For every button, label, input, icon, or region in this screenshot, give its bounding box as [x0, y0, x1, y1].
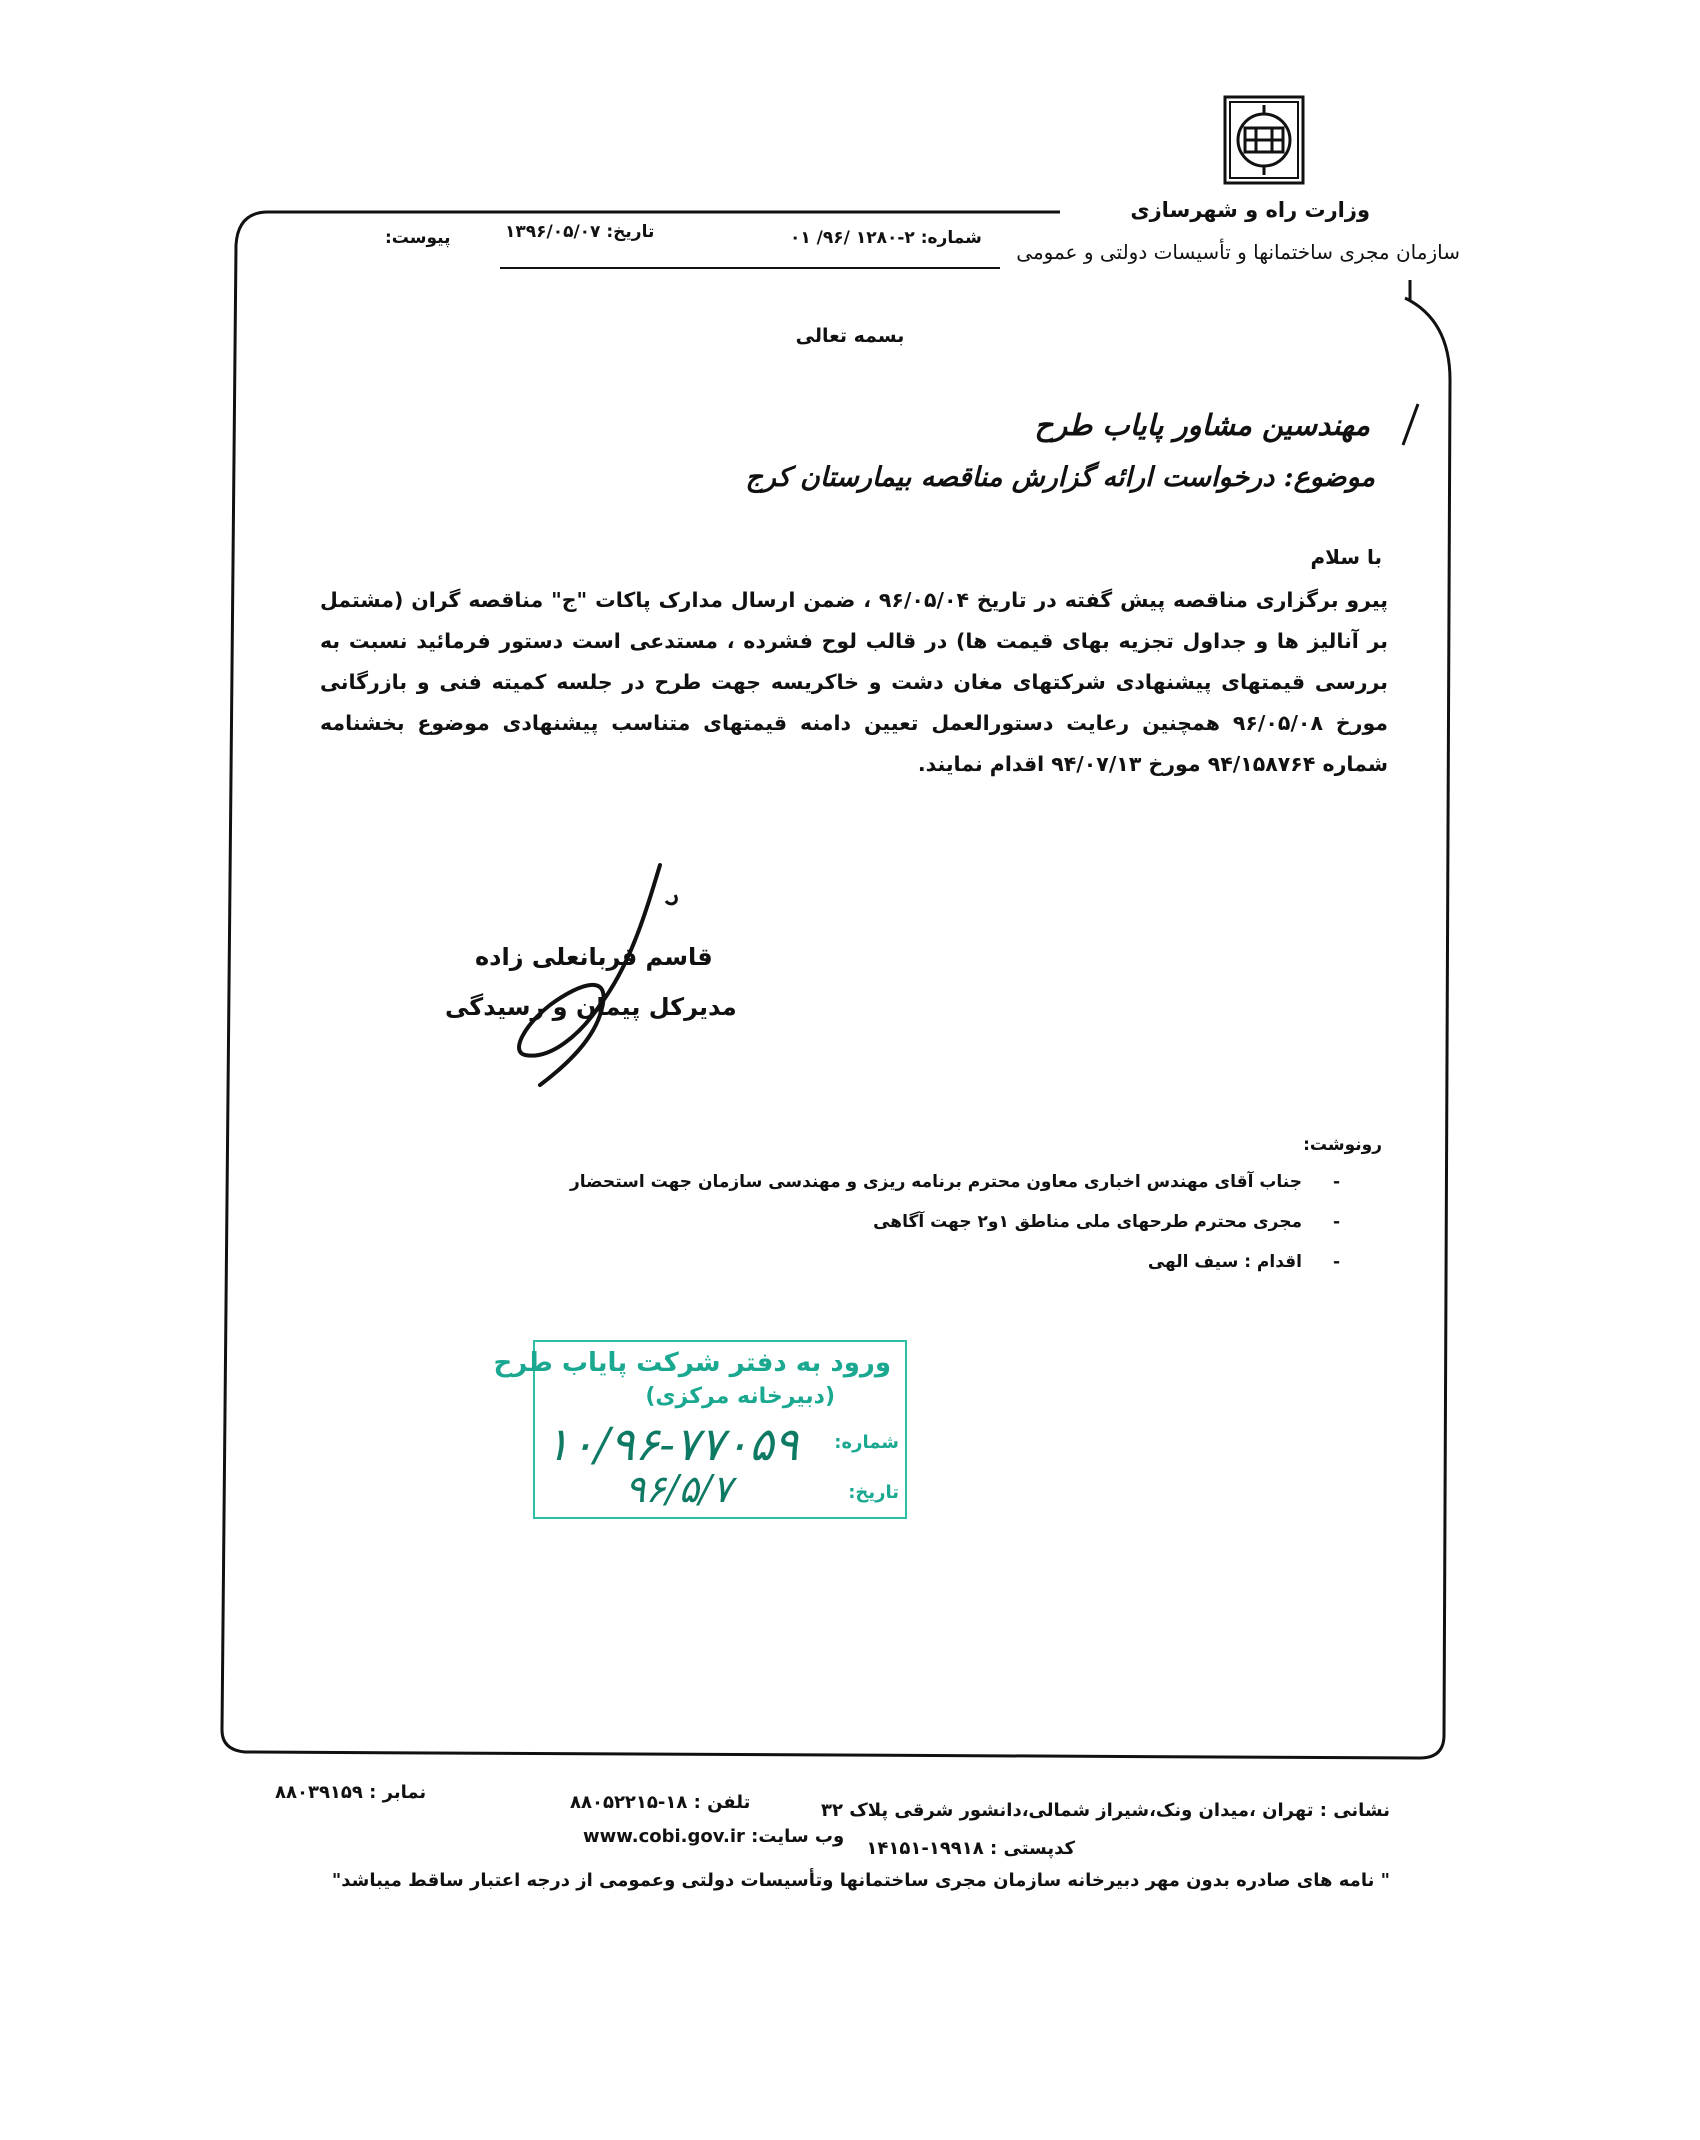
footer-address: نشانی : تهران ،میدان ونک،شیراز شمالی،دانشور شرقی پلاک ۳۲: [821, 1800, 1390, 1821]
letter-attachment: پیوست:: [385, 228, 451, 248]
invocation: بسمه تعالی: [795, 325, 905, 347]
ministry-name: وزارت راه و شهرسازی: [1130, 198, 1370, 222]
letter-date: تاریخ: ۱۳۹۶/۰۵/۰۷: [505, 222, 655, 242]
cc-item: - مجری محترم طرحهای ملی مناطق ۱و۲ جهت آگاهی: [873, 1212, 1340, 1232]
stamp-company: ورود به دفتر شرکت پایاب طرح: [493, 1348, 891, 1378]
stamp-date-value: ۹۶/۵/۷: [625, 1467, 733, 1511]
letter-body: پیرو برگزاری مناقصه پیش گفته در تاریخ ۹۶/۰۵/۰۴ ، ضمن ارسال مدارک پاکات "ج" مناقصه گران (مشتمل بر آنالیز ها و جداول تجزیه بهای قیمت ها) در قالب لوح فشرده ، مستدعی است دستور فرمائید نسبت به بررسی قیمتهای پیشنهادی شرکتهای مغان دشت و خاکریسه جهت طرح در جلسه کمیته فنی و بازرگانی مورخ ۹۶/۰۵/۰۸ همچنین رعایت دستورالعمل تعیین دامنه قیمتهای متناسب پیشنهادی موضوع بخشنامه شماره ۹۴/۱۵۸۷۶۴ مورخ ۹۴/۰۷/۱۳ اقدام نمایند.: [320, 588, 1388, 776]
cc-title: رونوشت:: [1303, 1135, 1382, 1155]
stamp-number-value: ۱۰/۹۶-۷۷۰۵۹: [545, 1417, 799, 1471]
signer-title: مدیرکل پیمان و رسیدگی: [445, 993, 737, 1021]
signature-scribble: [430, 855, 690, 1095]
footer-notice: " نامه های صادره بدون مهر دبیرخانه سازمان مجری ساختمانها وتأسیسات دولتی وعمومی از درجه اعتبار ساقط میباشد": [331, 1870, 1390, 1891]
footer-phone: تلفن : ۱۸-۸۸۰۵۲۲۱۵: [570, 1792, 751, 1813]
greeting: با سلام: [1310, 545, 1382, 569]
receipt-stamp: [493, 1340, 907, 1519]
cc-item: - اقدام : سیف الهی: [1147, 1252, 1340, 1272]
organization-name: سازمان مجری ساختمانها و تأسیسات دولتی و عمومی: [1016, 240, 1460, 264]
subject-line: موضوع: درخواست ارائه گزارش مناقصه بیمارستان کرج: [745, 462, 1375, 493]
footer-postal-code: کدپستی : ۱۹۹۱۸-۱۴۱۵۱: [866, 1838, 1075, 1859]
addressee: مهندسین مشاور پایاب طرح: [1034, 408, 1370, 442]
signer-name: قاسم قربانعلی زاده: [475, 943, 713, 971]
cc-list: [440, 1162, 1340, 1282]
stamp-department: (دبیرخانه مرکزی): [645, 1384, 835, 1409]
cc-item: - جناب آقای مهندس اخباری معاون محترم برنامه ریزی و مهندسی سازمان جهت استحضار: [570, 1172, 1340, 1192]
stamp-number-label: شماره:: [834, 1432, 899, 1453]
letter-number: شماره: ۲-۱۲۸۰ /۹۶/ ۰۱: [790, 228, 982, 248]
stamp-date-label: تاریخ:: [848, 1482, 899, 1503]
ministry-logo: [1223, 95, 1305, 185]
footer-website: وب سایت: www.cobi.gov.ir: [583, 1826, 845, 1847]
footer-fax: نمابر : ۸۸۰۳۹۱۵۹: [275, 1782, 427, 1803]
